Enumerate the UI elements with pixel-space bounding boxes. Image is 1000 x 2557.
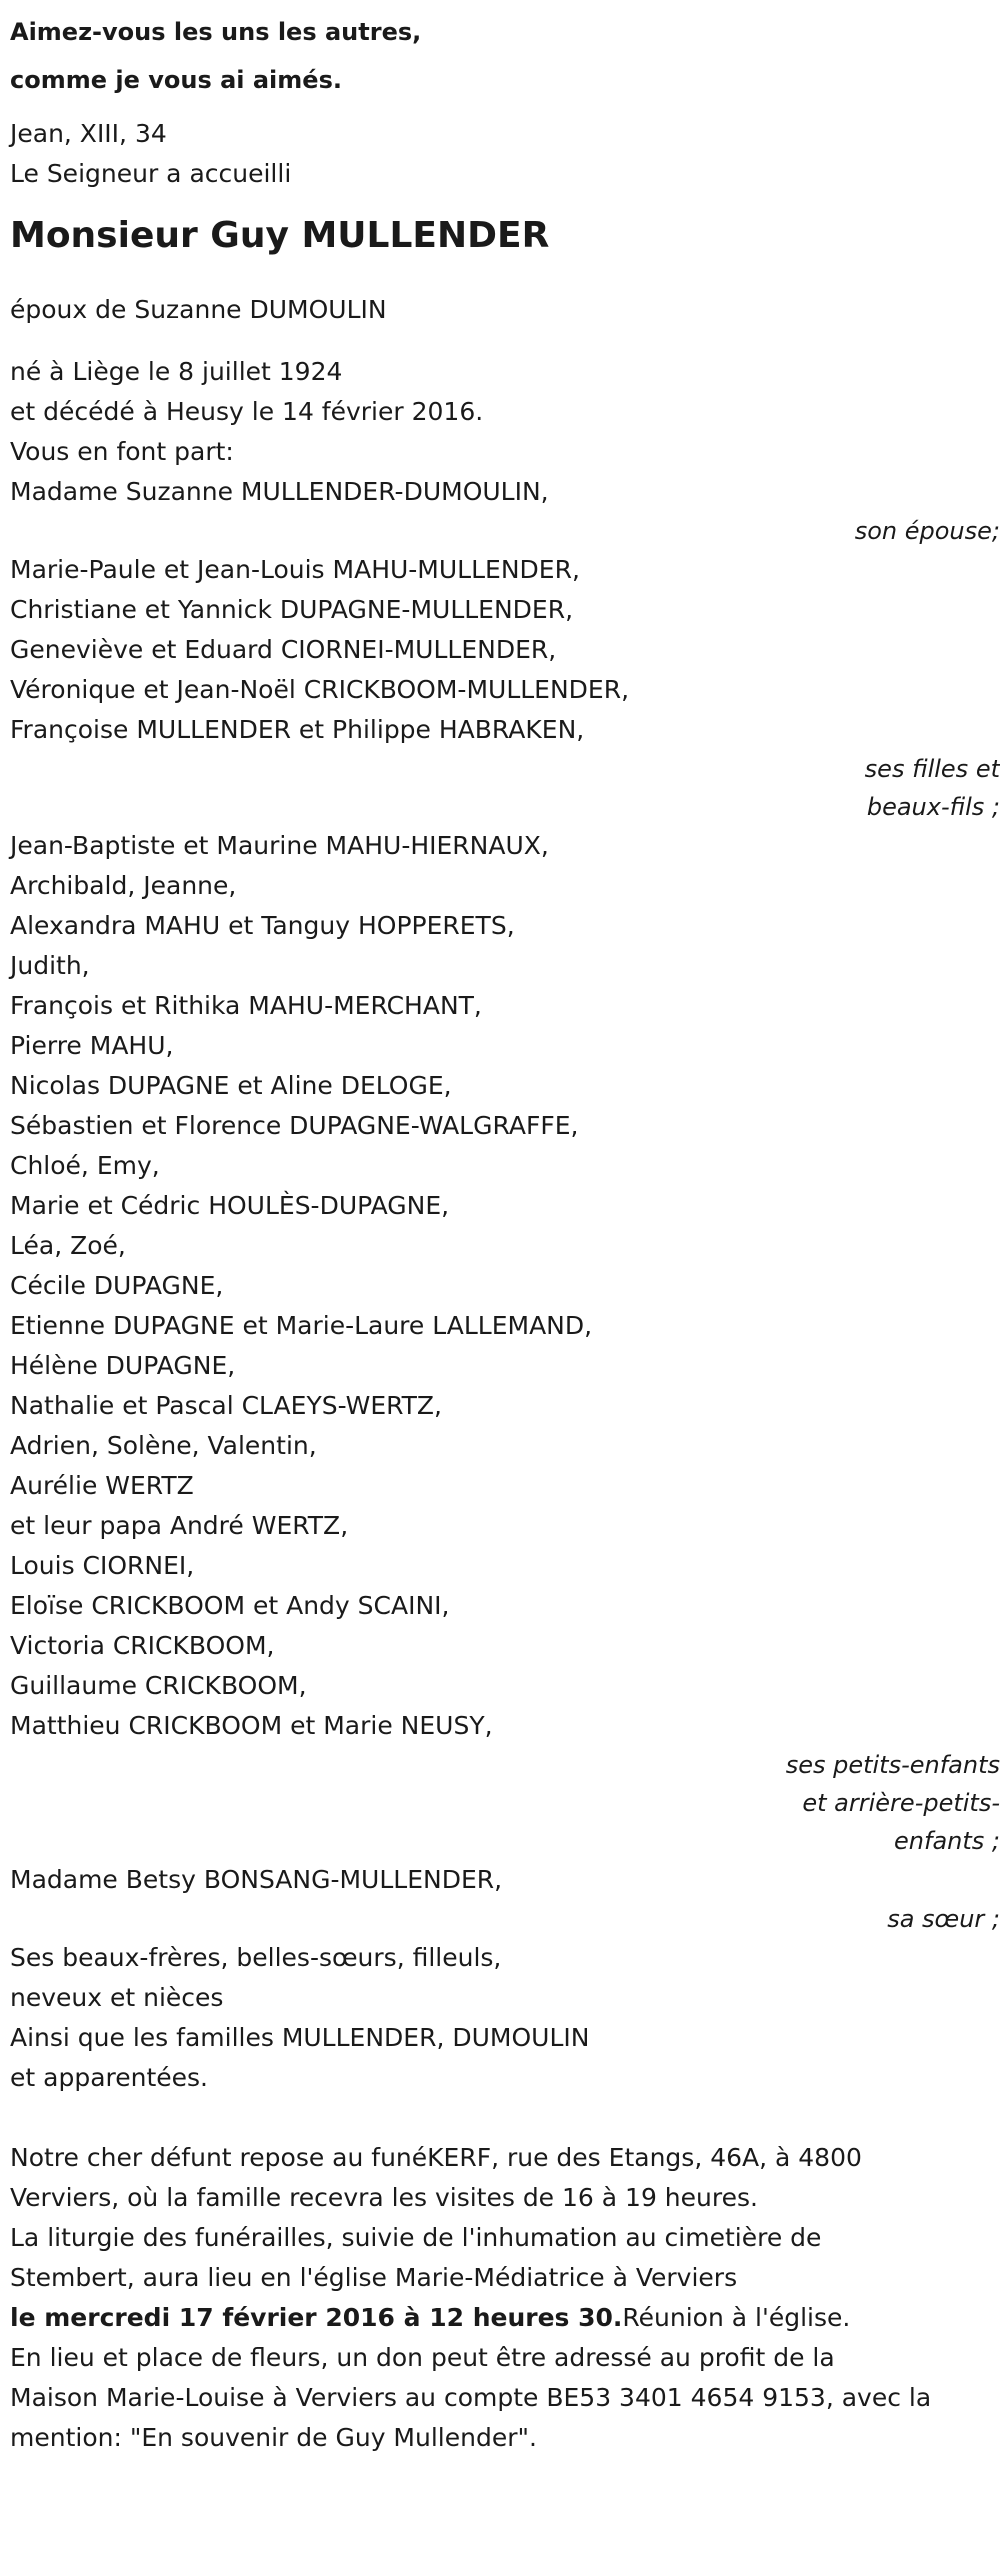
- epigraph-line-2: comme je vous ai aimés.: [10, 66, 342, 94]
- family-name-line: Christiane et Yannick DUPAGNE-MULLENDER,: [10, 595, 574, 624]
- family-name-line: Louis CIORNEI,: [10, 1551, 195, 1580]
- others-line: et apparentées.: [10, 2063, 208, 2092]
- repose-line-2: Verviers, où la famille recevra les visites de 16 à 19 heures.: [10, 2183, 758, 2212]
- death-line: et décédé à Heusy le 14 février 2016.: [10, 397, 484, 426]
- family-name-line: et leur papa André WERTZ,: [10, 1511, 349, 1540]
- family-group-daughters: [10, 550, 1000, 826]
- family-name-line: Judith,: [10, 951, 90, 980]
- family-name-line: Guillaume CRICKBOOM,: [10, 1671, 307, 1700]
- family-group-spouse: [10, 472, 1000, 550]
- family-name-line: Nicolas DUPAGNE et Aline DELOGE,: [10, 1071, 452, 1100]
- epigraph-line-1: Aimez-vous les uns les autres,: [10, 18, 422, 46]
- family-name-line: Cécile DUPAGNE,: [10, 1271, 224, 1300]
- relation-label: et arrière-petits-: [802, 1789, 1000, 1817]
- relation-label: enfants ;: [894, 1827, 1000, 1855]
- family-name-line: Nathalie et Pascal CLAEYS-WERTZ,: [10, 1391, 443, 1420]
- family-name-line: Pierre MAHU,: [10, 1031, 174, 1060]
- others-block: [10, 1938, 1000, 2098]
- family-name-line: Aurélie WERTZ: [10, 1471, 194, 1500]
- obituary-column: [10, 8, 1000, 2458]
- family-name-line: Victoria CRICKBOOM,: [10, 1631, 275, 1660]
- family-name-line: Eloïse CRICKBOOM et Andy SCAINI,: [10, 1591, 450, 1620]
- family-name-line: Madame Betsy BONSANG-MULLENDER,: [10, 1865, 503, 1894]
- family-name-line: Adrien, Solène, Valentin,: [10, 1431, 317, 1460]
- family-name-line: Véronique et Jean-Noël CRICKBOOM-MULLENDER,: [10, 675, 630, 704]
- family-name-line: Sébastien et Florence DUPAGNE-WALGRAFFE,: [10, 1111, 579, 1140]
- relation-label: beaux-fils ;: [866, 793, 1000, 821]
- family-name-line: Hélène DUPAGNE,: [10, 1351, 236, 1380]
- spouse-line: époux de Suzanne DUMOULIN: [10, 295, 387, 324]
- repose-line-1: Notre cher défunt repose au funéKERF, rue des Etangs, 46A, à 4800: [10, 2143, 862, 2172]
- others-line: neveux et nièces: [10, 1983, 224, 2012]
- family-name-line: François et Rithika MAHU-MERCHANT,: [10, 991, 482, 1020]
- welcomed-line: Le Seigneur a accueilli: [10, 159, 292, 188]
- flowers-line-2: Maison Marie-Louise à Verviers au compte BE53 3401 4654 9153, avec la: [10, 2383, 932, 2412]
- family-name-line: Matthieu CRICKBOOM et Marie NEUSY,: [10, 1711, 493, 1740]
- epigraph-reference: Jean, XIII, 34: [10, 119, 167, 148]
- meeting-text: Réunion à l'église.: [622, 2303, 851, 2332]
- family-name-line: Léa, Zoé,: [10, 1231, 126, 1260]
- liturgy-line-2: Stembert, aura lieu en l'église Marie-Médiatrice à Verviers: [10, 2263, 738, 2292]
- family-name-line: Françoise MULLENDER et Philippe HABRAKEN,: [10, 715, 585, 744]
- family-group-sister: [10, 1860, 1000, 1938]
- ceremony-line: [10, 2298, 1000, 2338]
- others-line: Ses beaux-frères, belles-sœurs, filleuls,: [10, 1943, 502, 1972]
- relation-label: sa sœur ;: [887, 1905, 1000, 1933]
- birth-line: né à Liège le 8 juillet 1924: [10, 357, 343, 386]
- family-name-line: Geneviève et Eduard CIORNEI-MULLENDER,: [10, 635, 557, 664]
- family-name-line: Marie-Paule et Jean-Louis MAHU-MULLENDER,: [10, 555, 580, 584]
- flowers-line-1: En lieu et place de fleurs, un don peut être adressé au profit de la: [10, 2343, 835, 2372]
- others-line: Ainsi que les familles MULLENDER, DUMOULIN: [10, 2023, 590, 2052]
- family-name-line: Marie et Cédric HOULÈS-DUPAGNE,: [10, 1191, 450, 1220]
- family-name-line: Chloé, Emy,: [10, 1151, 160, 1180]
- relation-label: ses petits-enfants: [785, 1751, 1000, 1779]
- flowers-line-3: mention: "En souvenir de Guy Mullender".: [10, 2423, 537, 2452]
- info-block: [10, 2138, 1000, 2458]
- liturgy-line-1: La liturgie des funérailles, suivie de l'inhumation au cimetière de: [10, 2223, 822, 2252]
- relation-label: ses filles et: [864, 755, 1000, 783]
- family-name-line: Etienne DUPAGNE et Marie-Laure LALLEMAND,: [10, 1311, 593, 1340]
- ceremony-date: le mercredi 17 février 2016 à 12 heures 30.: [10, 2303, 623, 2332]
- family-name-line: Archibald, Jeanne,: [10, 871, 237, 900]
- announce-line: Vous en font part:: [10, 437, 234, 466]
- family-group-grandchildren: [10, 826, 1000, 1860]
- family-name-line: Madame Suzanne MULLENDER-DUMOULIN,: [10, 477, 549, 506]
- family-name-line: Jean-Baptiste et Maurine MAHU-HIERNAUX,: [10, 831, 549, 860]
- deceased-name: Monsieur Guy MULLENDER: [10, 215, 550, 256]
- relation-label: son épouse;: [854, 517, 1000, 545]
- family-name-line: Alexandra MAHU et Tanguy HOPPERETS,: [10, 911, 515, 940]
